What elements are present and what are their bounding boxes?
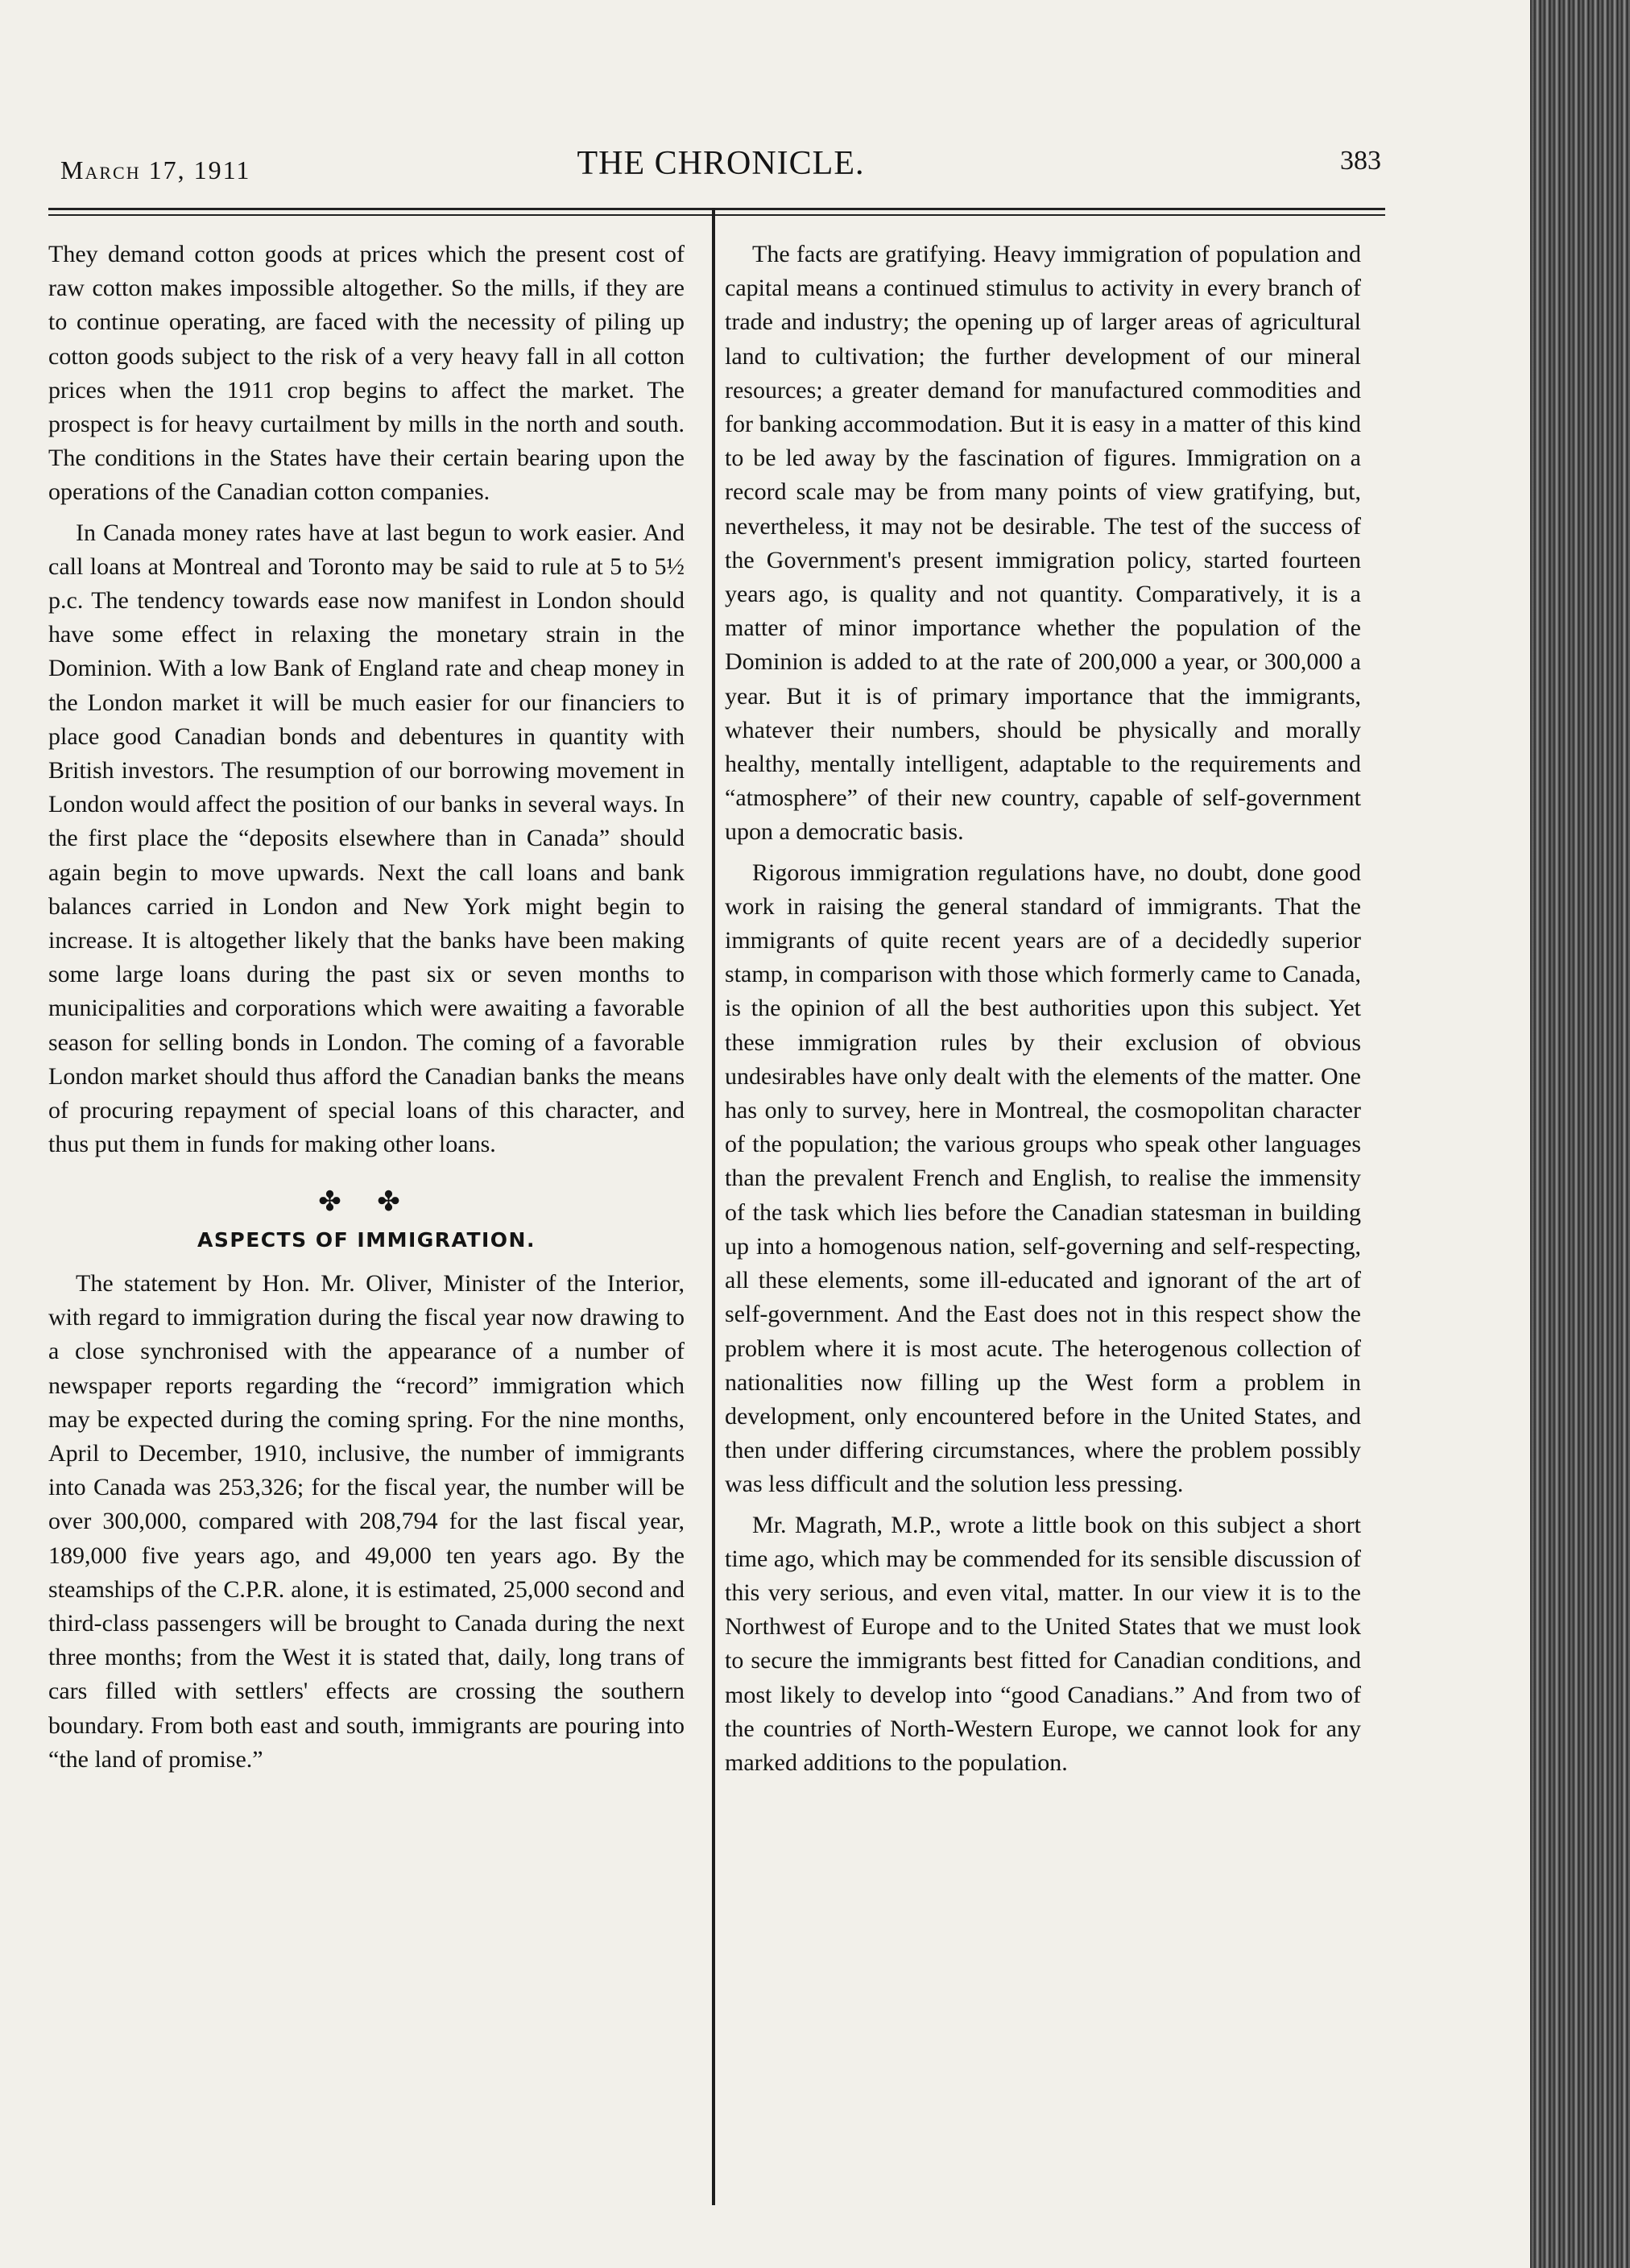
publication-title: THE CHRONICLE.	[577, 145, 865, 182]
header-rule-top	[48, 208, 1385, 210]
paragraph: Rigorous immigration regulations have, no doubt, done good work in raising the general standard of immigrants. That the immigrants of quite recent years are of a decidedly superior stamp, in comparison with those which formerly came to Canada, is the opinion of all the best authorities upon this subject. Yet these immigration rules by their exclusion of obvious undesirables have only dealt with the elements of the matter. One has only to survey, here in Montreal, the cosmopolitan character of the population; the various groups who speak other languages than the prevalent French and English, to realise the immensity of the task which lies before the Canadian statesman in building up into a homogenous nation, self-governing and self-respecting, all these elements, some ill-educated and ignorant of the art of self-government. And the East does not in this respect show the problem where it is most acute. The heterogenous collection of nationalities now filling up the West form a problem in development, only encountered before in the United States, and then under differing circumstances, where the problem possibly was less difficult and the solution less pressing.	[725, 859, 1361, 1498]
ornament-divider: ✤ ✤	[318, 1187, 415, 1218]
right-column	[725, 238, 1361, 1780]
paragraph: The facts are gratifying. Heavy immigration of population and capital means a continued stimulus to activity in every branch of trade and industry; the opening up of larger areas of agricultural land to cultivation; the further development of our mineral resources; a greater demand for manufactured commodities and for banking accommodation. But it is easy in a matter of this kind to be led away by the fascination of figures. Immigration on a record scale may be from many points of view gratifying, but, nevertheless, it may not be desirable. The test of the success of the Government's present immigration policy, started fourteen years ago, is quality and not quantity. Comparatively, it is a matter of minor importance whether the population of the Dominion is added to at the rate of 200,000 a year, or 300,000 a year. But it is of primary importance that the immigrants, whatever their numbers, should be physically and morally healthy, mentally intelligent, adaptable to the requirements and “atmosphere” of their new country, capable of self-government upon a democratic basis.	[725, 241, 1361, 846]
left-column	[48, 238, 685, 1777]
masthead	[60, 141, 1381, 189]
paragraph: The statement by Hon. Mr. Oliver, Minister of the Interior, with regard to immigration during the fiscal year now drawing to a close synchronised with the appearance of a number of newspaper reports regarding the “record” immigration which may be expected during the coming spring. For the nine months, April to December, 1910, inclusive, the number of immigrants into Canada was 253,326; for the fiscal year, the number will be over 300,000, compared with 208,794 for the last fiscal year, 189,000 five years ago, and 49,000 ten years ago. By the steamships of the C.P.R. alone, it is estimated, 25,000 second and third-class passengers will be brought to Canada during the next three months; from the West it is stated that, daily, long trans of cars filled with settlers' effects are crossing the southern boundary. From both east and south, immigrants are pouring into “the land of promise.”	[48, 1269, 685, 1773]
section-heading: ASPECTS OF IMMIGRATION.	[197, 1227, 536, 1252]
header-rule-bottom	[48, 214, 1385, 216]
book-binding	[1530, 0, 1630, 2268]
issue-date: March 17, 1911	[60, 155, 251, 184]
column-divider	[712, 208, 715, 2205]
paragraph: In Canada money rates have at last begun to work easier. And call loans at Montreal and Toronto may be said to rule at 5 to 5½ p.c. The tendency towards ease now manifest in London should have some effect in relaxing the monetary strain in the Dominion. With a low Bank of England rate and cheap money in the London market it will be much easier for our financiers to place good Canadian bonds and debentures in quantity with British investors. The resumption of our borrowing movement in London would affect the position of our banks in several ways. In the first place the “deposits elsewhere than in Canada” should again begin to move upwards. Next the call loans and bank balances carried in London and New York might begin to increase. It is altogether likely that the banks have been making some large loans during the past six or seven months to municipalities and corporations which were awaiting a favorable season for selling bonds in London. The coming of a favorable London market should thus afford the Canadian banks the means of procuring repayment of special loans of this character, and thus put them in funds for making other loans.	[48, 519, 685, 1158]
paragraph: They demand cotton goods at prices which the present cost of raw cotton makes impossible altogether. So the mills, if they are to continue operating, are faced with the necessity of piling up cotton goods subject to the risk of a very heavy fall in all cotton prices when the 1911 crop begins to affect the market. The prospect is for heavy curtailment by mills in the north and south. The conditions in the States have their certain bearing upon the operations of the Canadian cotton companies.	[48, 241, 685, 506]
paragraph: Mr. Magrath, M.P., wrote a little book on this subject a short time ago, which may be commended for its sensible discussion of this very serious, and even vital, matter. In our view it is to the Northwest of Europe and to the United States that we must look to secure the immigrants best fitted for Canadian conditions, and most likely to develop into “good Canadians.” And from two of the countries of North-Western Europe, we cannot look for any marked additions to the population.	[725, 1511, 1361, 1776]
page-number: 383	[1340, 146, 1381, 176]
